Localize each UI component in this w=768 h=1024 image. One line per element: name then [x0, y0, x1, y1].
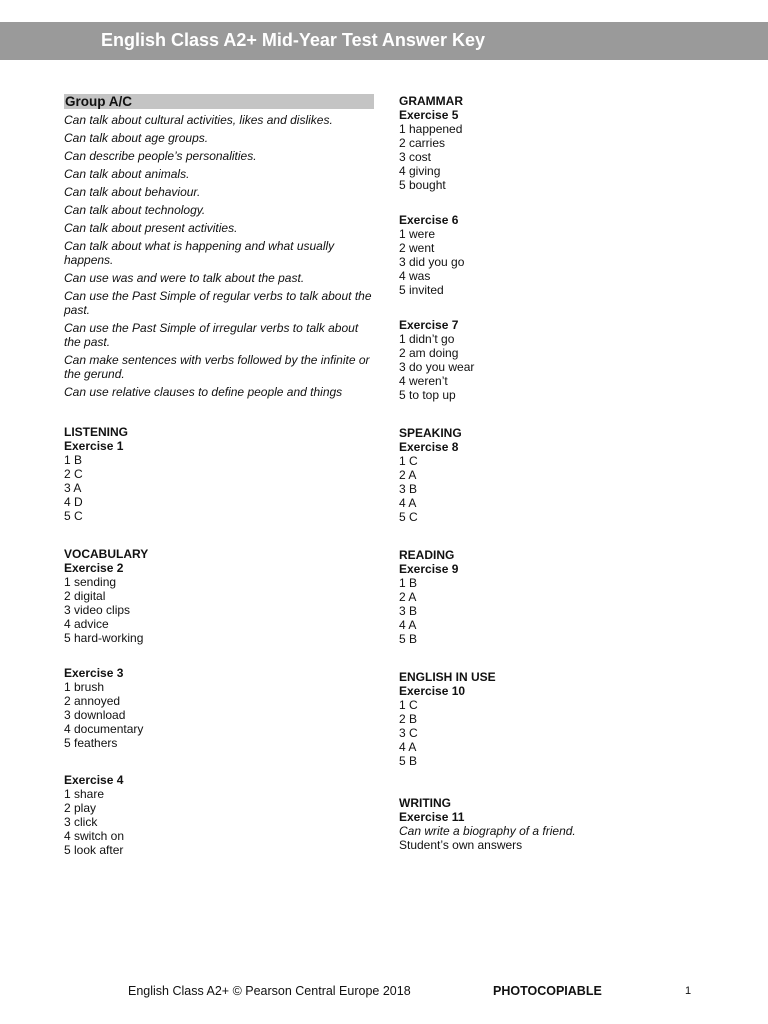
answer: 2 went [399, 241, 435, 255]
can-do-item: Can talk about what is happening and what usually happens. [64, 239, 335, 267]
exercise-title: Exercise 5 [399, 108, 459, 122]
section-title: SPEAKING [399, 426, 462, 440]
answer: 1 brush [64, 680, 105, 694]
group-heading: Group A/C [64, 94, 374, 109]
answer: 4 A [399, 496, 417, 510]
answer: 5 hard-working [64, 631, 144, 645]
can-do-item: Can describe people’s personalities. [64, 149, 257, 163]
can-do-item: Can make sentences with verbs followed by the infinite or the gerund. [64, 353, 370, 381]
section-title: WRITING [399, 796, 451, 810]
exercise-title: Exercise 11 [399, 810, 465, 824]
can-do-item: Can talk about animals. [64, 167, 190, 181]
answer: 1 didn’t go [399, 332, 455, 346]
section-title: VOCABULARY [64, 547, 149, 561]
footer-copyright: English Class A2+ © Pearson Central Europe 2018 [128, 984, 411, 998]
answer: 4 A [399, 740, 417, 754]
exercise-title: Exercise 8 [399, 440, 459, 454]
answer: 5 B [399, 632, 418, 646]
page-number: 1 [685, 985, 692, 997]
answer: 2 C [64, 467, 83, 481]
answer: 3 download [64, 708, 126, 722]
can-do-item: Can write a biography of a friend. [399, 824, 576, 838]
answer: 3 did you go [399, 255, 465, 269]
answer: 5 to top up [399, 388, 456, 402]
answer: 3 C [399, 726, 418, 740]
answer: 4 advice [64, 617, 109, 631]
answer: 1 B [399, 576, 418, 590]
answer: 1 happened [399, 122, 463, 136]
spacer [64, 750, 374, 773]
exercise-title: Exercise 9 [399, 562, 459, 576]
exercise-title: Exercise 6 [399, 213, 459, 227]
answer: 2 play [64, 801, 97, 815]
answer: 5 invited [399, 283, 444, 297]
can-do-item: Can use the Past Simple of regular verbs to talk about the past. [64, 289, 372, 317]
title-bar [0, 22, 768, 60]
answer: 1 sending [64, 575, 117, 589]
exercise-title: Exercise 7 [399, 318, 459, 332]
english-in-use-section [399, 670, 699, 768]
answer: 4 D [64, 495, 83, 509]
answer: 1 share [64, 787, 105, 801]
left-column [64, 94, 374, 857]
section-title: READING [399, 548, 455, 562]
answer: 4 switch on [64, 829, 125, 843]
answer: 3 click [64, 815, 98, 829]
answer: 4 was [399, 269, 431, 283]
footer-photocopiable: PHOTOCOPIABLE [493, 984, 602, 998]
answer: 3 do you wear [399, 360, 475, 374]
section-title: GRAMMAR [399, 94, 463, 108]
answer: 3 video clips [64, 603, 131, 617]
answer: 1 C [399, 698, 418, 712]
answer: 1 C [399, 454, 418, 468]
speaking-section [399, 426, 699, 524]
answer: 3 B [399, 482, 418, 496]
answer: 1 B [64, 453, 83, 467]
grammar-section [399, 94, 699, 402]
can-do-list [64, 113, 374, 399]
answer: 5 bought [399, 178, 446, 192]
can-do-item: Can talk about cultural activities, likes and dislikes. [64, 113, 333, 127]
answer: 4 weren’t [399, 374, 448, 388]
answer: 2 am doing [399, 346, 459, 360]
spacer [399, 297, 699, 318]
answer: 2 digital [64, 589, 106, 603]
vocabulary-section [64, 547, 374, 857]
section-title: LISTENING [64, 425, 129, 439]
can-do-item: Can talk about age groups. [64, 131, 209, 145]
answer: 2 annoyed [64, 694, 121, 708]
can-do-item: Can use relative clauses to define people and things [64, 385, 343, 399]
answer: 5 feathers [64, 736, 118, 750]
answer: 3 A [64, 481, 82, 495]
section-title: ENGLISH IN USE [399, 670, 496, 684]
can-do-item: Can talk about behaviour. [64, 185, 201, 199]
can-do-item: Can use the Past Simple of irregular verbs to talk about the past. [64, 321, 359, 349]
answer-note: Student’s own answers [399, 838, 523, 852]
reading-section [399, 548, 699, 646]
writing-section [399, 796, 699, 852]
can-do-item: Can use was and were to talk about the past. [64, 271, 305, 285]
answer: 4 A [399, 618, 417, 632]
spacer [64, 645, 374, 666]
exercise-title: Exercise 1 [64, 439, 124, 453]
exercise-title: Exercise 10 [399, 684, 466, 698]
answer: 5 B [399, 754, 418, 768]
listening-section [64, 425, 374, 523]
right-column [399, 94, 699, 852]
page-title: English Class A2+ Mid-Year Test Answer Key [101, 30, 485, 50]
answer: 5 C [399, 510, 418, 524]
answer: 4 documentary [64, 722, 144, 736]
answer: 2 A [399, 590, 417, 604]
answer: 2 B [399, 712, 418, 726]
answer: 2 carries [399, 136, 446, 150]
answer: 5 look after [64, 843, 124, 857]
answer: 3 B [399, 604, 418, 618]
exercise-title: Exercise 3 [64, 666, 124, 680]
exercise-title: Exercise 4 [64, 773, 124, 787]
answer: 4 giving [399, 164, 441, 178]
can-do-item: Can talk about present activities. [64, 221, 238, 235]
exercise-title: Exercise 2 [64, 561, 124, 575]
answer: 3 cost [399, 150, 432, 164]
answer: 1 were [399, 227, 436, 241]
spacer [399, 192, 699, 213]
answer: 2 A [399, 468, 417, 482]
can-do-item: Can talk about technology. [64, 203, 206, 217]
answer: 5 C [64, 509, 83, 523]
